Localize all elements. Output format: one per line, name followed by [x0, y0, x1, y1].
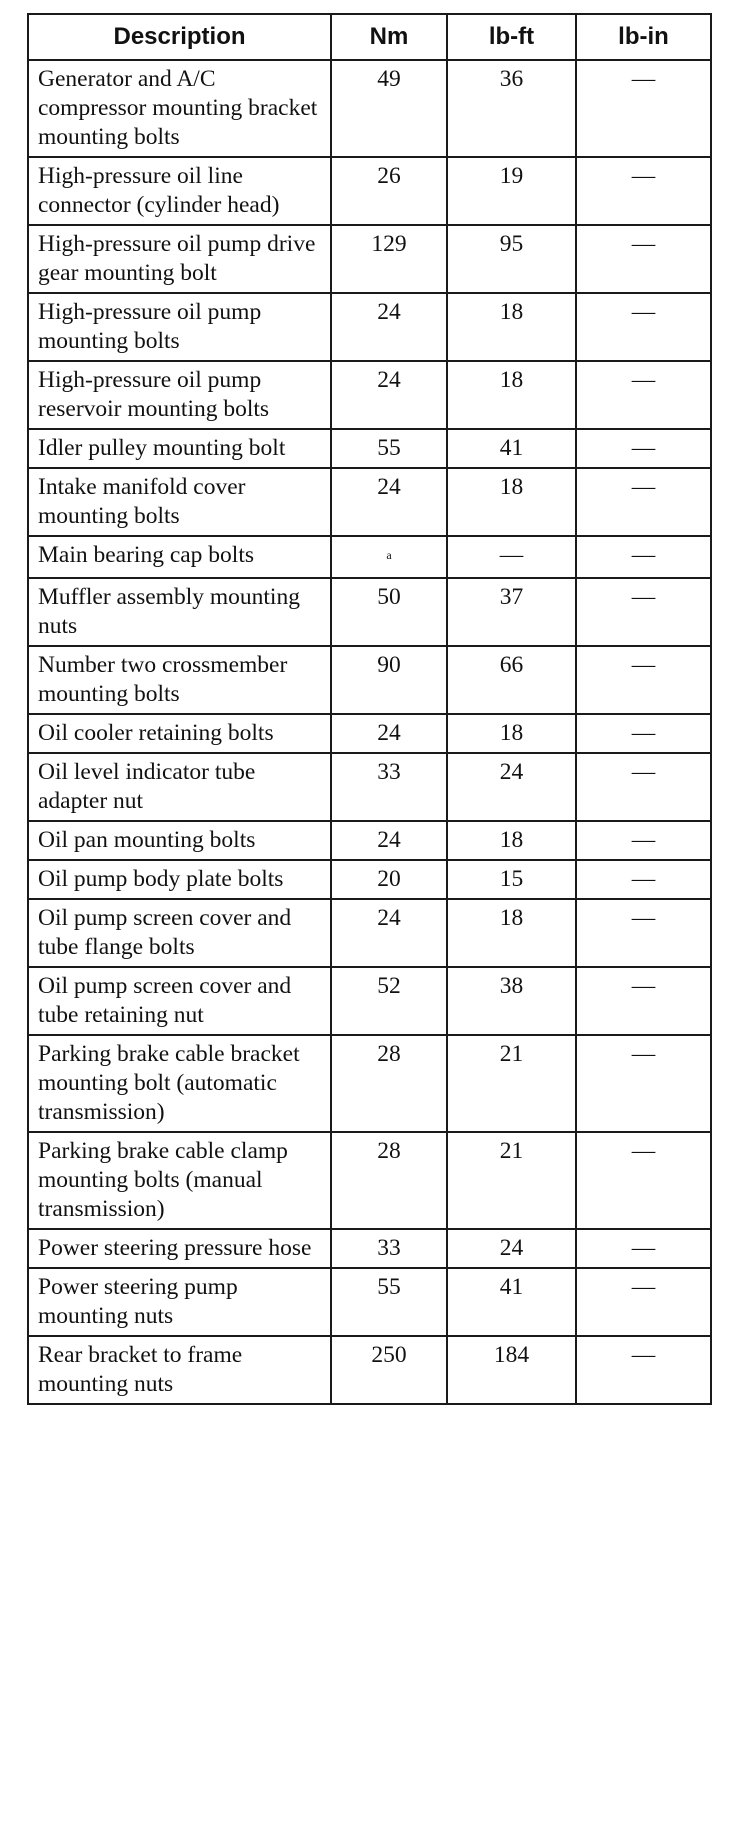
- torque-spec-sheet: [27, 13, 710, 1405]
- nm-cell: 24: [331, 293, 447, 361]
- table-row: [28, 1268, 711, 1336]
- table-row: [28, 60, 711, 157]
- lb-in-cell: —: [576, 293, 711, 361]
- table-row: [28, 225, 711, 293]
- table-row: [28, 714, 711, 753]
- lb-in-cell: —: [576, 967, 711, 1035]
- table-row: [28, 536, 711, 578]
- description-cell: Power steering pump mounting nuts: [28, 1268, 331, 1336]
- table-header-row: [28, 14, 711, 60]
- nm-cell: 52: [331, 967, 447, 1035]
- lb-in-cell: —: [576, 1132, 711, 1229]
- lb-in-cell: —: [576, 578, 711, 646]
- lb-in-cell: —: [576, 860, 711, 899]
- description-cell: Oil pump body plate bolts: [28, 860, 331, 899]
- table-row: [28, 361, 711, 429]
- nm-cell: 33: [331, 753, 447, 821]
- column-header-description: Description: [28, 14, 331, 60]
- description-cell: High-pressure oil pump mounting bolts: [28, 293, 331, 361]
- table-row: [28, 1035, 711, 1132]
- table-row: [28, 1132, 711, 1229]
- lb-in-cell: —: [576, 1229, 711, 1268]
- lb-in-cell: —: [576, 60, 711, 157]
- lb-ft-cell: 95: [447, 225, 576, 293]
- lb-ft-cell: 41: [447, 1268, 576, 1336]
- lb-ft-cell: 18: [447, 821, 576, 860]
- table-row: [28, 293, 711, 361]
- description-cell: Oil pan mounting bolts: [28, 821, 331, 860]
- description-cell: Idler pulley mounting bolt: [28, 429, 331, 468]
- lb-ft-cell: 38: [447, 967, 576, 1035]
- description-cell: Rear bracket to frame mounting nuts: [28, 1336, 331, 1404]
- description-cell: Intake manifold cover mounting bolts: [28, 468, 331, 536]
- table-row: [28, 468, 711, 536]
- nm-cell: 49: [331, 60, 447, 157]
- lb-in-cell: —: [576, 429, 711, 468]
- lb-ft-cell: 36: [447, 60, 576, 157]
- lb-in-cell: —: [576, 468, 711, 536]
- lb-in-cell: —: [576, 536, 711, 578]
- nm-cell: 50: [331, 578, 447, 646]
- description-cell: Parking brake cable bracket mounting bolt (automatic transmission): [28, 1035, 331, 1132]
- nm-cell: 28: [331, 1035, 447, 1132]
- description-cell: High-pressure oil pump reservoir mounting bolts: [28, 361, 331, 429]
- lb-in-cell: —: [576, 899, 711, 967]
- footnote-marker: a: [386, 548, 392, 562]
- table-row: [28, 157, 711, 225]
- lb-ft-cell: 19: [447, 157, 576, 225]
- lb-ft-cell: 18: [447, 899, 576, 967]
- lb-in-cell: —: [576, 1336, 711, 1404]
- lb-in-cell: —: [576, 157, 711, 225]
- column-header-nm: Nm: [331, 14, 447, 60]
- description-cell: High-pressure oil pump drive gear mounting bolt: [28, 225, 331, 293]
- nm-cell: 129: [331, 225, 447, 293]
- table-row: [28, 1229, 711, 1268]
- nm-cell: 20: [331, 860, 447, 899]
- description-cell: Main bearing cap bolts: [28, 536, 331, 578]
- nm-cell: 33: [331, 1229, 447, 1268]
- table-row: [28, 578, 711, 646]
- lb-in-cell: —: [576, 753, 711, 821]
- lb-ft-cell: 15: [447, 860, 576, 899]
- table-row: [28, 899, 711, 967]
- lb-ft-cell: 24: [447, 753, 576, 821]
- table-row: [28, 753, 711, 821]
- description-cell: Oil pump screen cover and tube flange bolts: [28, 899, 331, 967]
- description-cell: Oil level indicator tube adapter nut: [28, 753, 331, 821]
- nm-cell: 250: [331, 1336, 447, 1404]
- lb-ft-cell: 18: [447, 361, 576, 429]
- table-row: [28, 1336, 711, 1404]
- nm-cell: 24: [331, 899, 447, 967]
- lb-in-cell: —: [576, 646, 711, 714]
- lb-ft-cell: 18: [447, 714, 576, 753]
- table-row: [28, 860, 711, 899]
- lb-ft-cell: 41: [447, 429, 576, 468]
- description-cell: Generator and A/C compressor mounting bracket mounting bolts: [28, 60, 331, 157]
- lb-ft-cell: —: [447, 536, 576, 578]
- lb-in-cell: —: [576, 714, 711, 753]
- description-cell: Number two crossmember mounting bolts: [28, 646, 331, 714]
- description-cell: Power steering pressure hose: [28, 1229, 331, 1268]
- description-cell: Muffler assembly mounting nuts: [28, 578, 331, 646]
- column-header-lb-ft: lb-ft: [447, 14, 576, 60]
- nm-cell: 24: [331, 821, 447, 860]
- lb-ft-cell: 24: [447, 1229, 576, 1268]
- lb-in-cell: —: [576, 1268, 711, 1336]
- lb-in-cell: —: [576, 821, 711, 860]
- table-row: [28, 429, 711, 468]
- nm-cell: 28: [331, 1132, 447, 1229]
- lb-ft-cell: 21: [447, 1132, 576, 1229]
- column-header-lb-in: lb-in: [576, 14, 711, 60]
- nm-cell: 24: [331, 714, 447, 753]
- nm-cell: 24: [331, 468, 447, 536]
- nm-cell: 55: [331, 429, 447, 468]
- lb-in-cell: —: [576, 1035, 711, 1132]
- torque-spec-table: [27, 13, 712, 1405]
- nm-cell: 55: [331, 1268, 447, 1336]
- lb-ft-cell: 184: [447, 1336, 576, 1404]
- description-cell: Parking brake cable clamp mounting bolts (manual transmission): [28, 1132, 331, 1229]
- lb-ft-cell: 18: [447, 293, 576, 361]
- lb-ft-cell: 21: [447, 1035, 576, 1132]
- lb-in-cell: —: [576, 225, 711, 293]
- lb-ft-cell: 37: [447, 578, 576, 646]
- nm-cell: 26: [331, 157, 447, 225]
- description-cell: High-pressure oil line connector (cylinder head): [28, 157, 331, 225]
- description-cell: Oil pump screen cover and tube retaining nut: [28, 967, 331, 1035]
- lb-in-cell: —: [576, 361, 711, 429]
- lb-ft-cell: 66: [447, 646, 576, 714]
- nm-cell: 90: [331, 646, 447, 714]
- table-row: [28, 821, 711, 860]
- description-cell: Oil cooler retaining bolts: [28, 714, 331, 753]
- nm-cell: 24: [331, 361, 447, 429]
- nm-cell: [331, 536, 447, 578]
- table-row: [28, 967, 711, 1035]
- table-row: [28, 646, 711, 714]
- lb-ft-cell: 18: [447, 468, 576, 536]
